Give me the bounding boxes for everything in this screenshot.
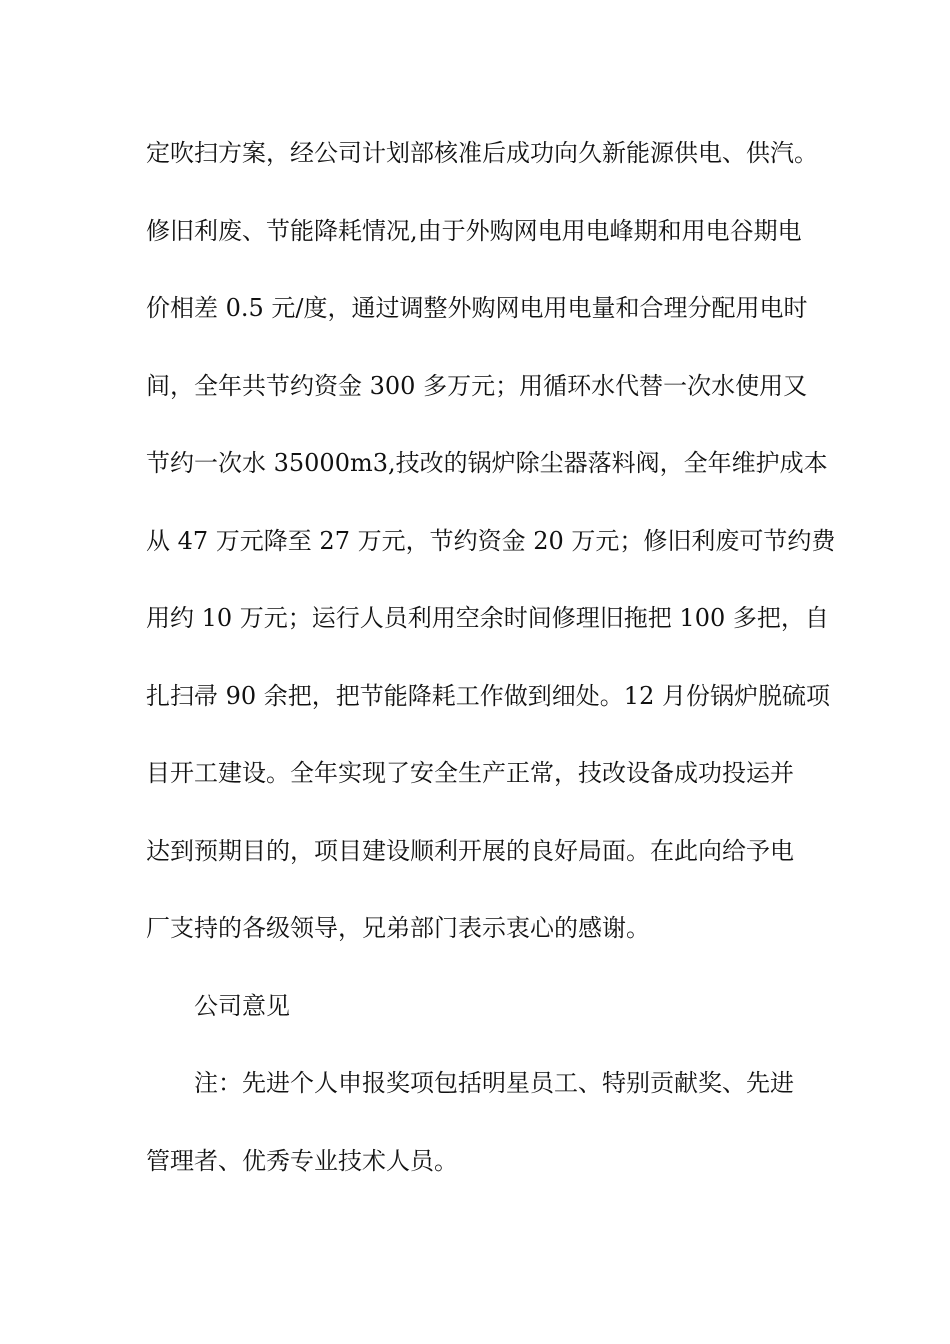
paragraph-line: 目开工建设。全年实现了安全生产正常，技改设备成功投运并 [146, 759, 794, 787]
paragraph-line: 价相差 0.5 元/度，通过调整外购网电用电量和合理分配用电时 [146, 294, 808, 322]
section-heading: 公司意见 [194, 991, 290, 1020]
paragraph-line: 从 47 万元降至 27 万元，节约资金 20 万元；修旧利废可节约费 [146, 526, 836, 555]
paragraph-line: 用约 10 万元；运行人员利用空余时间修理旧拖把 100 多把，自 [146, 604, 829, 632]
paragraph-line: 扎扫帚 90 余把，把节能降耗工作做到细处。12 月份锅炉脱硫项 [146, 681, 830, 710]
paragraph-line: 厂支持的各级领导，兄弟部门表示衷心的感谢。 [146, 914, 650, 942]
paragraph-line: 间，全年共节约资金 300 多万元；用循环水代替一次水使用又 [146, 371, 808, 400]
paragraph-line: 定吹扫方案，经公司计划部核准后成功向久新能源供电、供汽。 [146, 139, 818, 167]
note-line: 管理者、优秀专业技术人员。 [146, 1146, 458, 1175]
note-line: 注：先进个人申报奖项包括明星员工、特别贡献奖、先进 [194, 1069, 794, 1097]
paragraph-line: 达到预期目的，项目建设顺利开展的良好局面。在此向给予电 [146, 836, 794, 865]
paragraph-line: 修旧利废、节能降耗情况,由于外购网电用电峰期和用电谷期电 [146, 216, 802, 245]
paragraph-line: 节约一次水 35000m3,技改的锅炉除尘器落料阀，全年维护成本 [146, 449, 828, 477]
document-body [146, 126, 836, 1211]
